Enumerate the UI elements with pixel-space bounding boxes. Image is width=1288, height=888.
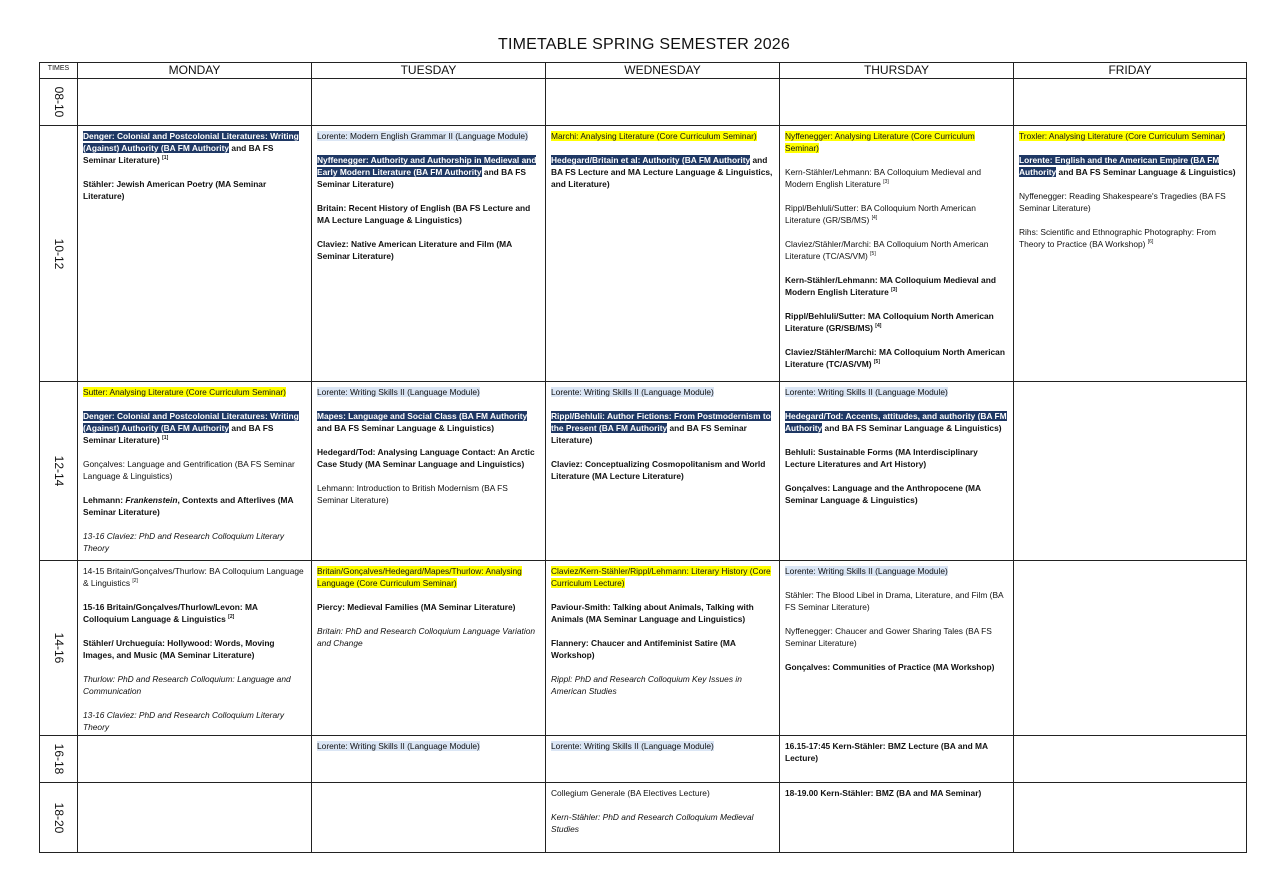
course-entry (551, 130, 774, 142)
course-text: Lorente: Writing Skills II (Language Module) (551, 387, 714, 397)
cell-friday (1014, 382, 1247, 561)
course-text: Stähler: The Blood Libel in Drama, Literature, and Film (BA FS Seminar Literature) (785, 590, 1004, 612)
cell-content (312, 382, 545, 506)
cell-thursday (780, 783, 1014, 853)
cell-thursday (780, 736, 1014, 783)
course-entry (317, 202, 540, 226)
footnote-ref: [1] (162, 155, 169, 162)
footnote-ref: [4] (875, 323, 882, 330)
course-entry (785, 661, 1008, 673)
footnote-ref: [5] (870, 251, 876, 258)
footnote-ref: [5] (873, 359, 881, 366)
course-entry (317, 130, 540, 142)
course-entry (317, 410, 540, 434)
course-text: Hedegard/Britain et al: Authority (BA FM Authority (551, 155, 751, 165)
course-entry (551, 787, 774, 799)
course-entry (785, 130, 1008, 154)
cell-content (1014, 79, 1246, 81)
cell-monday (78, 382, 312, 561)
course-entry (83, 386, 306, 398)
cell-content (312, 79, 545, 81)
cell-content (312, 126, 545, 262)
cell-friday (1014, 79, 1247, 126)
time-slot-cell (40, 126, 78, 382)
cell-monday (78, 736, 312, 783)
course-text: Kern-Stähler: PhD and Research Colloquium Medieval Studies (551, 812, 754, 834)
header-row (40, 63, 1247, 79)
cell-wednesday (546, 382, 780, 561)
day-header-tuesday: TUESDAY (312, 63, 546, 79)
day-header-monday: MONDAY (78, 63, 312, 79)
course-entry (551, 386, 774, 398)
cell-content (546, 382, 779, 482)
course-text: Claviez/Stähler/Marchi: MA Colloquium North American Literature (TC/AS/VM) (785, 347, 1005, 369)
course-text: Lorente: Writing Skills II (Language Module) (785, 387, 948, 397)
cell-content (780, 382, 1013, 506)
cell-monday (78, 79, 312, 126)
course-text: Claviez: Native American Literature and Film (MA Seminar Literature) (317, 239, 512, 261)
course-text: Lorente: English and the American Empire (BA FM Authority (1019, 155, 1220, 177)
course-entry (1019, 154, 1241, 178)
footnote-ref: [3] (891, 287, 898, 294)
course-text-rest: and BA FS Lecture and MA Lecture Language & Linguistics, and Literature) (551, 155, 773, 189)
course-text: Nyffenegger: Analysing Literature (Core Curriculum Seminar) (785, 131, 975, 153)
time-slot-cell (40, 382, 78, 561)
cell-tuesday (312, 126, 546, 382)
course-text: Claviez/Stähler/Marchi: BA Colloquium North American Literature (TC/AS/VM) (785, 239, 989, 261)
course-entry (551, 601, 774, 625)
time-slot-label: 16-18 (51, 743, 66, 775)
cell-thursday (780, 382, 1014, 561)
course-entry (785, 787, 1008, 799)
course-prefix: Lehmann: (83, 495, 126, 505)
cell-content (78, 126, 311, 202)
course-text: Claviez: Conceptualizing Cosmopolitanism and World Literature (MA Lecture Literature) (551, 459, 766, 481)
cell-content (312, 736, 545, 752)
course-entry (551, 154, 774, 190)
course-text: , Contexts and Afterlives (MA Seminar Literature) (83, 495, 294, 517)
cell-monday (78, 561, 312, 736)
cell-tuesday (312, 79, 546, 126)
time-slot-cell (40, 736, 78, 783)
cell-friday (1014, 126, 1247, 382)
course-text: Kern-Stähler/Lehmann: MA Colloquium Medieval and Modern English Literature (785, 275, 996, 297)
footnote-ref: [1] (162, 435, 169, 442)
time-slot-label: 08-10 (51, 86, 66, 118)
course-entry (551, 410, 774, 446)
course-entry (83, 601, 306, 625)
time-row (40, 79, 1247, 126)
course-entry (785, 740, 1008, 764)
time-slot-cell (40, 79, 78, 126)
cell-wednesday (546, 126, 780, 382)
course-entry (785, 274, 1008, 298)
cell-monday (78, 126, 312, 382)
cell-content (1014, 783, 1246, 785)
time-slot-cell (40, 783, 78, 853)
cell-content (1014, 126, 1246, 250)
course-title-italic: Frankenstein (125, 495, 178, 505)
time-slot-label: 10-12 (51, 238, 66, 269)
course-entry (785, 482, 1008, 506)
cell-friday (1014, 783, 1247, 853)
course-entry (785, 410, 1008, 434)
course-entry (551, 565, 774, 589)
course-entry (317, 482, 540, 506)
day-header-thursday: THURSDAY (780, 63, 1014, 79)
course-entry (551, 740, 774, 752)
course-text: Flannery: Chaucer and Antifeminist Satire (MA Workshop) (551, 638, 736, 660)
course-text-rest: and BA FS Seminar Literature) (551, 423, 747, 445)
course-text: Lorente: Writing Skills II (Language Module) (317, 741, 480, 751)
course-text: Lecture (BA and MA Lecture) (785, 741, 988, 763)
time-slot-label: 18-20 (51, 802, 66, 833)
course-text: Britain: PhD and Research Colloquium Language Variation and Change (317, 626, 536, 648)
course-entry (317, 625, 540, 649)
course-text: 15-16 Britain/Gonçalves/Thurlow/Levon: MA Colloquium Language & Linguistics (83, 602, 258, 624)
cell-content (780, 126, 1013, 370)
cell-content (546, 783, 779, 835)
cell-monday (78, 783, 312, 853)
footnote-ref: [3] (883, 179, 889, 186)
course-text: Britain/Gonçalves/Hedegard/Mapes/Thurlow: Analysing Language (Core Curriculum Seminar) (317, 566, 522, 588)
course-text: Sutter: Analysing Literature (Core Curriculum Seminar) (83, 387, 286, 397)
course-entry (785, 386, 1008, 398)
course-text: Gonçalves: Language and Gentrification (BA FS Seminar Language & Linguistics) (83, 459, 295, 481)
course-text: Britain: Recent History of English (BA FS Lecture and MA Lecture Language & Linguistics) (317, 203, 531, 225)
footnote-ref: [4] (871, 215, 878, 222)
course-entry (83, 458, 306, 482)
day-header-friday: FRIDAY (1014, 63, 1247, 79)
course-text: 14-15 Britain/Gonçalves/Thurlow: BA Colloquium Language & Linguistics (83, 566, 304, 588)
cell-tuesday (312, 382, 546, 561)
cell-wednesday (546, 79, 780, 126)
course-text: Denger: Colonial and Postcolonial Literatures: Writing (Against) Authority (BA FM Authority (83, 411, 299, 433)
course-text-rest: and BA FS Seminar Language & Linguistics) (822, 423, 1002, 433)
time-slot-label: 12-14 (51, 455, 66, 487)
course-text: Gonçalves: Language and the Anthropocene (MA Seminar Language & Linguistics) (785, 483, 981, 505)
course-text: Piercy: Medieval Families (MA Seminar Literature) (317, 602, 516, 612)
course-entry (83, 178, 306, 202)
times-header: TIMES (40, 63, 78, 79)
course-text: Denger: Colonial and Postcolonial Literatures: Writing (Against) Authority (BA FM Authority (83, 131, 299, 153)
course-entry (785, 310, 1008, 334)
course-text: Stähler: Jewish American Poetry (MA Seminar Literature) (83, 179, 267, 201)
course-entry (785, 565, 1008, 577)
course-entry (83, 709, 306, 733)
course-text-rest: and BA FS Seminar Literature) (83, 143, 274, 165)
footnote-ref: [6] (1147, 239, 1154, 246)
cell-thursday (780, 561, 1014, 736)
course-text: 13-16 Claviez: PhD and Research Colloquium Literary Theory (83, 710, 285, 732)
course-text: Troxler: Analysing Literature (Core Curriculum Seminar) (1019, 131, 1226, 141)
course-text: Lorente: Writing Skills II (Language Module) (785, 566, 948, 576)
course-text-rest: and BA FS Seminar Language & Linguistics) (317, 423, 494, 433)
timetable (39, 62, 1247, 853)
course-entry (785, 625, 1008, 649)
page-title: TIMETABLE SPRING SEMESTER 2026 (497, 36, 790, 53)
time-slot-cell (40, 561, 78, 736)
cell-tuesday (312, 783, 546, 853)
cell-content (78, 783, 311, 785)
course-entry (83, 673, 306, 697)
course-text: Claviez/Kern-Stähler/Rippl/Lehmann: Literary History (Core Curriculum Lecture) (551, 566, 771, 588)
course-entry (551, 673, 774, 697)
cell-content (1014, 382, 1246, 384)
course-prefix: 18-19.00 Kern-Stähler: BMZ (BA and (785, 788, 931, 798)
course-text: Rihs: Scientific and Ethnographic Photography: From Theory to Practice (BA Workshop) (1019, 227, 1216, 249)
course-entry (317, 565, 540, 589)
cell-content (78, 736, 311, 738)
cell-content (546, 736, 779, 752)
course-prefix: 16.15-17:45 Kern-Stähler: BMZ (785, 741, 909, 751)
course-text: Hedegard/Tod: Accents, attitudes, and authority (BA FM Authority (785, 411, 1007, 433)
cell-wednesday (546, 561, 780, 736)
course-text: Lorente: Modern English Grammar II (Language Module) (317, 131, 528, 141)
course-text: Nyffenegger: Authority and Authorship in Medieval and Early Modern Literature (BA FM Authority (317, 155, 537, 177)
cell-content (546, 561, 779, 697)
course-text: Gonçalves: Communities of Practice (MA Workshop) (785, 662, 995, 672)
course-entry (83, 494, 306, 518)
cell-content (780, 783, 1013, 799)
course-text: Kern-Stähler/Lehmann: BA Colloquium Medieval and Modern English Literature (785, 167, 981, 189)
cell-friday (1014, 736, 1247, 783)
cell-wednesday (546, 783, 780, 853)
footnote-ref: [2] (132, 578, 138, 585)
course-text: Rippl/Behluli/Sutter: MA Colloquium North American Literature (GR/SB/MS) (785, 311, 994, 333)
time-row (40, 783, 1247, 853)
cell-wednesday (546, 736, 780, 783)
course-entry (83, 410, 306, 446)
course-text: Nyffenegger: Chaucer and Gower Sharing Tales (BA FS Seminar Literature) (785, 626, 992, 648)
cell-content (312, 561, 545, 649)
cell-content (1014, 561, 1246, 563)
course-text-rest: and BA FS Seminar Literature) (83, 423, 274, 445)
course-text: Hedegard/Tod: Analysing Language Contact: An Arctic Case Study (MA Seminar Language and Linguistics) (317, 447, 535, 469)
course-entry (785, 346, 1008, 370)
time-row (40, 736, 1247, 783)
course-entry (1019, 190, 1241, 214)
cell-thursday (780, 126, 1014, 382)
course-entry (83, 130, 306, 166)
cell-content (78, 382, 311, 554)
course-text: Rippl/Behluli: Author Fictions: From Postmodernism to the Present (BA FM Authority (551, 411, 771, 433)
course-entry (317, 386, 540, 398)
cell-content (312, 783, 545, 785)
course-text: Nyffenegger: Reading Shakespeare's Tragedies (BA FS Seminar Literature) (1019, 191, 1226, 213)
course-text: Lorente: Writing Skills II (Language Module) (317, 387, 480, 397)
day-header-wednesday: WEDNESDAY (546, 63, 780, 79)
course-entry (785, 589, 1008, 613)
course-text: Lorente: Writing Skills II (Language Module) (551, 741, 714, 751)
cell-content (78, 561, 311, 733)
course-entry (551, 637, 774, 661)
course-text: Rippl/Behluli/Sutter: BA Colloquium North American Literature (GR/SB/MS) (785, 203, 976, 225)
course-entry (551, 811, 774, 835)
course-entry (83, 530, 306, 554)
cell-content (78, 79, 311, 81)
cell-friday (1014, 561, 1247, 736)
course-entry (83, 565, 306, 589)
course-entry (785, 166, 1008, 190)
cell-thursday (780, 79, 1014, 126)
course-text: MA Seminar) (930, 788, 982, 798)
time-slot-label: 14-16 (51, 632, 66, 664)
footnote-ref: [2] (228, 614, 235, 621)
course-text: Behluli: Sustainable Forms (MA Interdisciplinary Lecture Literatures and Art History) (785, 447, 978, 469)
course-entry (317, 740, 540, 752)
course-entry (317, 154, 540, 190)
course-entry (551, 458, 774, 482)
course-text: Stähler/ Urchueguía: Hollywood: Words, Moving Images, and Music (MA Seminar Literature) (83, 638, 275, 660)
course-text: Thurlow: PhD and Research Colloquium: Language and Communication (83, 674, 291, 696)
course-text: Paviour-Smith: Talking about Animals, Talking with Animals (MA Seminar Language and Linguistics) (551, 602, 754, 624)
course-text: Mapes: Language and Social Class (BA FM Authority (317, 411, 528, 421)
course-entry (83, 637, 306, 661)
time-row (40, 382, 1247, 561)
course-entry (785, 446, 1008, 470)
cell-content (1014, 736, 1246, 738)
course-text: Lehmann: Introduction to British Modernism (BA FS Seminar Literature) (317, 483, 508, 505)
time-row (40, 561, 1247, 736)
cell-tuesday (312, 561, 546, 736)
cell-content (546, 126, 779, 190)
cell-content (780, 736, 1013, 764)
course-entry (1019, 130, 1241, 142)
cell-content (780, 561, 1013, 673)
course-entry (317, 238, 540, 262)
cell-tuesday (312, 736, 546, 783)
course-entry (317, 446, 540, 470)
course-text: Collegium Generale (BA Electives Lecture) (551, 788, 710, 798)
cell-content (780, 79, 1013, 81)
course-text: Rippl: PhD and Research Colloquium Key Issues in American Studies (551, 674, 742, 696)
cell-content (546, 79, 779, 81)
course-entry (1019, 226, 1241, 250)
course-entry (785, 202, 1008, 226)
course-text-rest: and BA FS Seminar Literature) (317, 167, 526, 189)
course-entry (317, 601, 540, 613)
course-entry (785, 238, 1008, 262)
course-text: 13-16 Claviez: PhD and Research Colloquium Literary Theory (83, 531, 285, 553)
time-row (40, 126, 1247, 382)
course-text-rest: and BA FS Seminar Language & Linguistics) (1056, 167, 1236, 177)
course-text: Marchi: Analysing Literature (Core Curriculum Seminar) (551, 131, 757, 141)
